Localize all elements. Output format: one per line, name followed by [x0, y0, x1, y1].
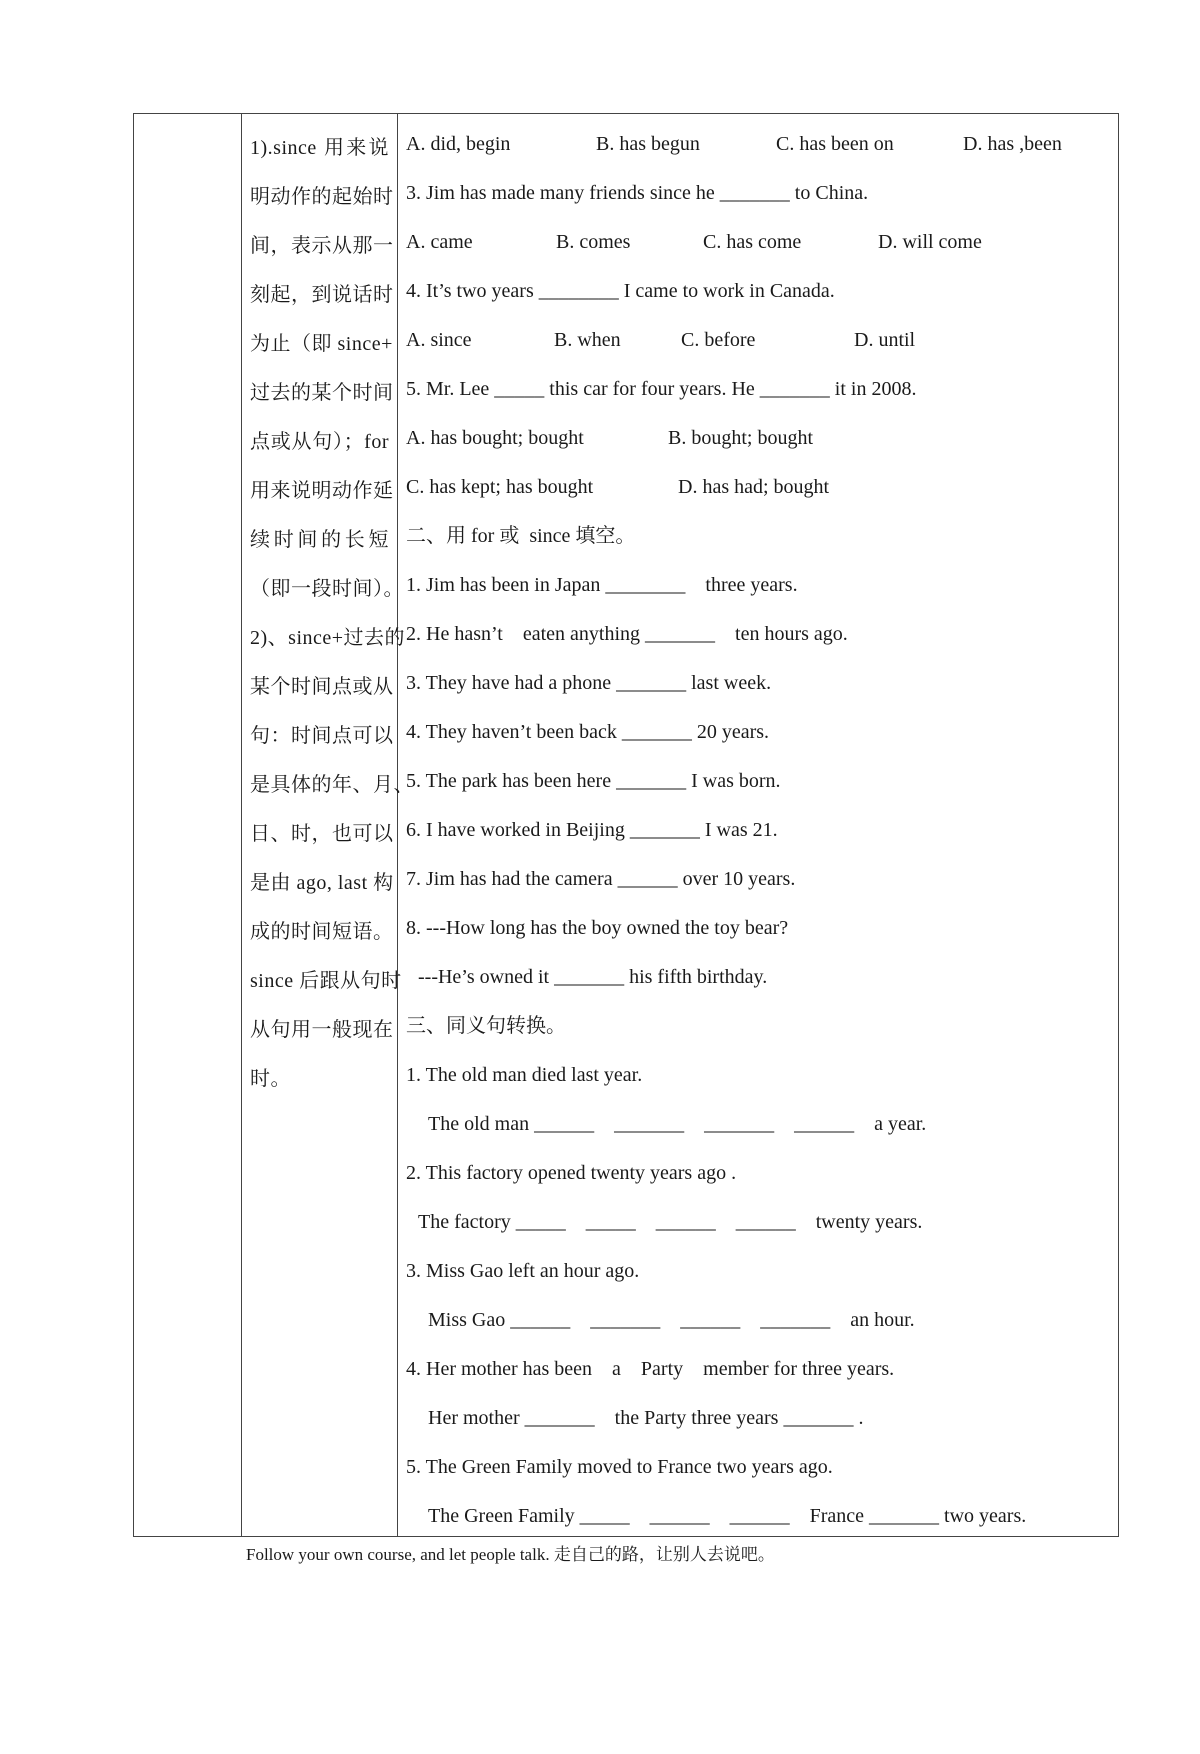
- exercise-column: [398, 114, 1118, 1536]
- note-line: 日、时，也可以: [250, 823, 394, 845]
- option: A. did, begin: [406, 133, 511, 155]
- note-line: 某个时间点或从: [250, 676, 394, 698]
- option: D. has had; bought: [678, 476, 830, 498]
- note-line: 句：时间点可以: [250, 725, 394, 747]
- q4-options-row: [406, 320, 1118, 369]
- grammar-notes-column: [242, 114, 414, 1536]
- option: C. has kept; has bought: [406, 476, 594, 498]
- rewrite-question: 5. The Green Family moved to France two years ago.: [406, 1456, 833, 1478]
- rewrite-answer: Miss Gao ______ _______ ______ _______ an hour.: [428, 1309, 915, 1331]
- rewrite-answer: The old man ______ _______ _______ ______ a year.: [428, 1113, 927, 1135]
- fill-in-item: ---He’s owned it _______ his fifth birthday.: [418, 966, 768, 988]
- option: C. has been on: [776, 133, 894, 155]
- option: D. will come: [878, 231, 982, 253]
- note-line: 为止（即 since+: [250, 333, 393, 355]
- option: B. has begun: [596, 133, 700, 155]
- option: D. until: [854, 329, 916, 351]
- fill-in-item: 4. They haven’t been back _______ 20 years.: [406, 721, 770, 743]
- footer-motto: Follow your own course, and let people talk. 走自己的路，让别人去说吧。: [246, 1545, 775, 1564]
- rewrite-question: 4. Her mother has been a Party member for three years.: [406, 1358, 895, 1380]
- fill-in-item: 2. He hasn’t eaten anything _______ ten hours ago.: [406, 623, 848, 645]
- note-line: 从句用一般现在: [250, 1019, 394, 1041]
- fill-in-item: 3. They have had a phone _______ last week.: [406, 672, 772, 694]
- q3-options-row: [406, 222, 1118, 271]
- section-heading: 三、同义句转换。: [406, 1015, 566, 1037]
- note-line: 2)、since+过去的: [250, 627, 406, 649]
- question-text: 3. Jim has made many friends since he _______ to China.: [406, 182, 869, 204]
- rewrite-answer: Her mother _______ the Party three years _______ .: [428, 1407, 864, 1429]
- fill-in-item: 8. ---How long has the boy owned the toy bear?: [406, 917, 789, 939]
- note-line: 1).since 用来说: [250, 137, 389, 159]
- empty-left-column: [134, 114, 242, 1536]
- note-line: 点或从句）；for: [250, 431, 389, 453]
- note-line: 时。: [250, 1068, 291, 1090]
- note-line: 刻起，到说话时: [250, 284, 394, 306]
- fill-in-item: 1. Jim has been in Japan ________ three years.: [406, 574, 798, 596]
- grammar-notes: [250, 124, 414, 1104]
- note-line: 明动作的起始时: [250, 186, 394, 208]
- note-line: 过去的某个时间: [250, 382, 394, 404]
- fill-in-item: 5. The park has been here _______ I was born.: [406, 770, 781, 792]
- q5-options-row: [406, 467, 1118, 516]
- note-line: 续时间的长短: [250, 529, 389, 551]
- option: B. when: [554, 329, 621, 351]
- note-line: 是由 ago, last 构: [250, 872, 394, 894]
- rewrite-question: 1. The old man died last year.: [406, 1064, 643, 1086]
- question-text: 4. It’s two years ________ I came to work in Canada.: [406, 280, 835, 302]
- note-line: 用来说明动作延: [250, 480, 394, 502]
- option: A. came: [406, 231, 473, 253]
- note-line: 是具体的年、月、: [250, 774, 414, 796]
- note-line: 成的时间短语。: [250, 921, 394, 943]
- note-line: 间，表示从那一: [250, 235, 394, 257]
- rewrite-answer: The Green Family _____ ______ ______ France _______ two years.: [428, 1505, 1027, 1527]
- q2-options-row: [406, 124, 1118, 173]
- q5-options-row: [406, 418, 1118, 467]
- rewrite-question: 2. This factory opened twenty years ago .: [406, 1162, 737, 1184]
- fill-in-item: 7. Jim has had the camera ______ over 10 years.: [406, 868, 796, 890]
- section-heading: 二、用 for 或 since 填空。: [406, 525, 636, 547]
- note-line: （即一段时间）。: [250, 578, 404, 600]
- worksheet-table: [133, 113, 1119, 1537]
- option: A. has bought; bought: [406, 427, 584, 449]
- option: B. comes: [556, 231, 631, 253]
- option: C. before: [681, 329, 756, 351]
- question-text: 5. Mr. Lee _____ this car for four years. He _______ it in 2008.: [406, 378, 917, 400]
- option: D. has ,been: [963, 133, 1062, 155]
- note-line: since 后跟从句时: [250, 970, 402, 992]
- rewrite-answer: The factory _____ _____ ______ ______ twenty years.: [418, 1211, 923, 1233]
- fill-in-item: 6. I have worked in Beijing _______ I was 21.: [406, 819, 778, 841]
- option: B. bought; bought: [668, 427, 814, 449]
- option: A. since: [406, 329, 472, 351]
- rewrite-question: 3. Miss Gao left an hour ago.: [406, 1260, 640, 1282]
- option: C. has come: [703, 231, 802, 253]
